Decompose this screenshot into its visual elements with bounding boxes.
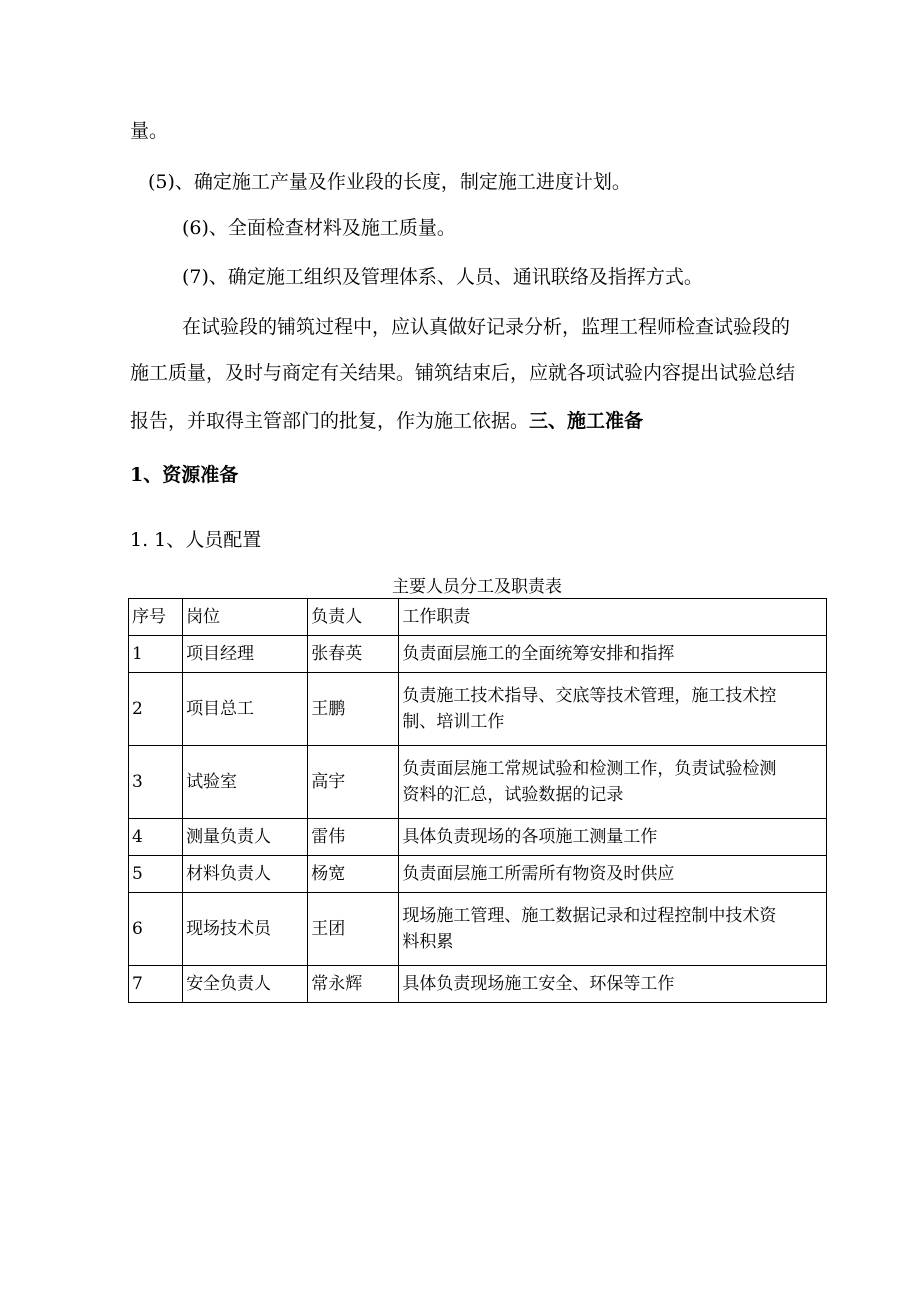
duty-line: 现场施工管理、施工数据记录和过程控制中技术资 (402, 906, 777, 926)
duty-line: 负责面层施工所需所有物资及时供应 (402, 864, 675, 884)
cell-duty (399, 819, 827, 856)
heading-resources: 1、资源准备 (130, 464, 239, 486)
cell-role: 项目总工 (183, 673, 308, 746)
cell-person: 高宇 (308, 746, 399, 819)
duty-line: 负责面层施工常规试验和检测工作，负责试验检测 (402, 759, 777, 779)
list-item-7: (7)、确定施工组织及管理体系、人员、通讯联络及指挥方式。 (182, 266, 703, 288)
cell-no: 3 (129, 746, 183, 819)
cell-no: 7 (129, 966, 183, 1003)
heading-personnel: 1. 1、人员配置 (130, 529, 262, 551)
cell-duty (399, 893, 827, 966)
duty-line: 具体负责现场施工安全、环保等工作 (402, 974, 675, 994)
cell-duty (399, 746, 827, 819)
header-duty: 工作职责 (399, 599, 827, 636)
cell-role: 项目经理 (183, 636, 308, 673)
cell-person: 杨宽 (308, 856, 399, 893)
list-item-6: (6)、全面检查材料及施工质量。 (182, 217, 456, 239)
cell-duty (399, 636, 827, 673)
cell-no: 6 (129, 893, 183, 966)
duty-line: 制、培训工作 (402, 712, 505, 732)
cell-person: 雷伟 (308, 819, 399, 856)
paragraph-line-1: 在试验段的铺筑过程中，应认真做好记录分析，监理工程师检查试验段的 (182, 316, 791, 338)
cell-no: 1 (129, 636, 183, 673)
cell-role: 材料负责人 (183, 856, 308, 893)
table-row (129, 856, 827, 893)
cell-no: 4 (129, 819, 183, 856)
cell-person: 王团 (308, 893, 399, 966)
duty-line: 负责面层施工的全面统筹安排和指挥 (402, 644, 675, 664)
cell-person: 张春英 (308, 636, 399, 673)
duty-line: 具体负责现场的各项施工测量工作 (402, 827, 658, 847)
table-row (129, 746, 827, 819)
paragraph-line-3 (130, 409, 643, 433)
cell-role: 试验室 (183, 746, 308, 819)
table-row (129, 893, 827, 966)
section-heading: 三、施工准备 (529, 410, 644, 432)
cell-duty (399, 856, 827, 893)
cell-no: 5 (129, 856, 183, 893)
cell-role: 现场技术员 (183, 893, 308, 966)
cell-duty (399, 966, 827, 1003)
duty-line: 资料的汇总，试验数据的记录 (402, 785, 624, 805)
header-role: 岗位 (183, 599, 308, 636)
cell-role: 安全负责人 (183, 966, 308, 1003)
cell-person: 常永辉 (308, 966, 399, 1003)
table-header-row (129, 599, 827, 636)
table-caption: 主要人员分工及职责表 (392, 577, 562, 597)
cell-role: 测量负责人 (183, 819, 308, 856)
table-row (129, 636, 827, 673)
header-person: 负责人 (308, 599, 399, 636)
table-row (129, 966, 827, 1003)
header-no: 序号 (129, 599, 183, 636)
list-item-5: (5)、确定施工产量及作业段的长度，制定施工进度计划。 (148, 171, 631, 193)
paragraph-continuation: 量。 (130, 120, 169, 142)
table-row (129, 673, 827, 746)
cell-no: 2 (129, 673, 183, 746)
paragraph-line-2: 施工质量，及时与商定有关结果。铺筑结束后，应就各项试验内容提出试验总结 (130, 362, 796, 384)
paragraph-text: 报告，并取得主管部门的批复，作为施工依据。 (130, 410, 530, 432)
duty-line: 负责施工技术指导、交底等技术管理，施工技术控 (402, 686, 777, 706)
staff-table (128, 598, 827, 1003)
table-row (129, 819, 827, 856)
duty-line: 料积累 (402, 932, 454, 952)
cell-person: 王鹏 (308, 673, 399, 746)
cell-duty (399, 673, 827, 746)
